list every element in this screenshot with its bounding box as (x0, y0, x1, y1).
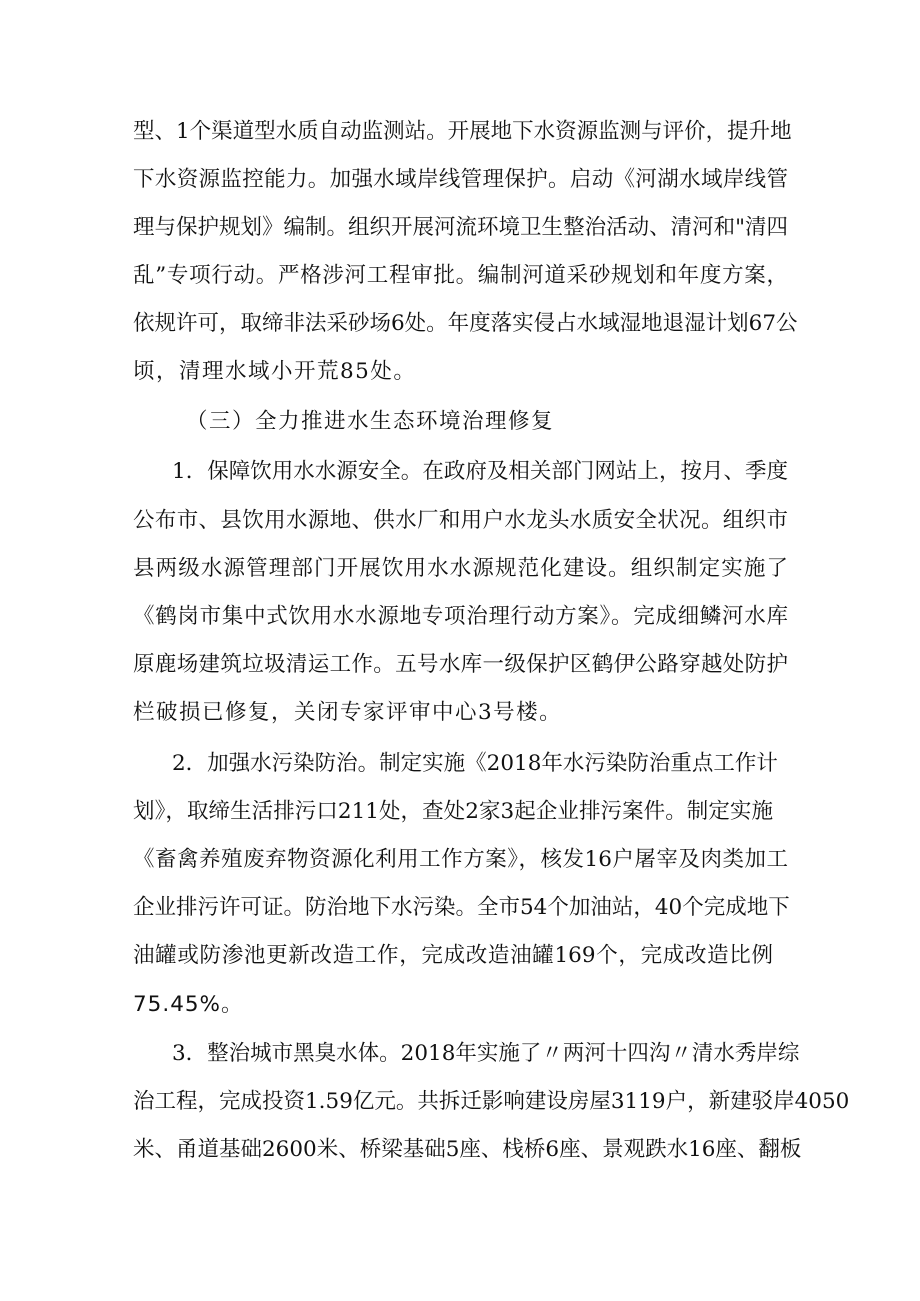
section-heading: （三）全力推进水生态环境治理修复 (186, 409, 555, 434)
paragraph-line: 顷，清理水域小开荒85处。 (133, 359, 417, 384)
paragraph-line: 栏破损已修复，关闭专家评审中心3号楼。 (133, 700, 563, 725)
paragraph-line: 下水资源监控能力。加强水域岸线管理保护。启动《河湖水域岸线管 (133, 167, 788, 192)
paragraph-line: 2．加强水污染防治。制定实施《2018年水污染防治重点工作计 (172, 751, 778, 776)
paragraph-line: 米、甬道基础2600米、桥梁基础5座、栈桥6座、景观跌水16座、翻板 (133, 1137, 802, 1162)
paragraph-line: 1．保障饮用水水源安全。在政府及相关部门网站上，按月、季度 (172, 459, 788, 484)
paragraph-line: 划》，取缔生活排污口211处，查处2家3起企业排污案件。制定实施 (133, 799, 773, 824)
paragraph-line: 理与保护规划》编制。组织开展河流环境卫生整治活动、清河和"清四 (133, 215, 788, 240)
paragraph-line: 公布市、县饮用水源地、供水厂和用户水龙头水质安全状况。组织市 (133, 508, 788, 533)
paragraph-line: 乱”专项行动。严格涉河工程审批。编制河道采砂规划和年度方案， (133, 263, 788, 288)
paragraph-line: 《鹤岗市集中式饮用水水源地专项治理行动方案》。完成细鳞河水库 (133, 604, 788, 629)
paragraph-line: 县两级水源管理部门开展饮用水水源规范化建设。组织制定实施了 (133, 556, 788, 581)
paragraph-line: 油罐或防渗池更新改造工作，完成改造油罐169个，完成改造比例 (133, 943, 773, 968)
paragraph-line: 型、1个渠道型水质自动监测站。开展地下水资源监测与评价，提升地 (133, 119, 792, 144)
paragraph-line: 治工程，完成投资1.59亿元。共拆迁影响建设房屋3119户，新建驳岸4050 (133, 1089, 850, 1114)
paragraph-line: 依规许可，取缔非法采砂场6处。年度落实侵占水域湿地退湿计划67公 (133, 311, 798, 336)
paragraph-line: 企业排污许可证。防治地下水污染。全市54个加油站，40个完成地下 (133, 895, 790, 920)
paragraph-line: 《畜禽养殖废弃物资源化利用工作方案》，核发16户屠宰及肉类加工 (133, 847, 788, 872)
paragraph-line: 75.45%。 (133, 992, 244, 1017)
paragraph-line: 3．整治城市黑臭水体。2018年实施了〃两河十四沟〃清水秀岸综 (172, 1041, 800, 1066)
paragraph-line: 原鹿场建筑垃圾清运工作。五号水库一级保护区鹤伊公路穿越处防护 (133, 652, 788, 677)
